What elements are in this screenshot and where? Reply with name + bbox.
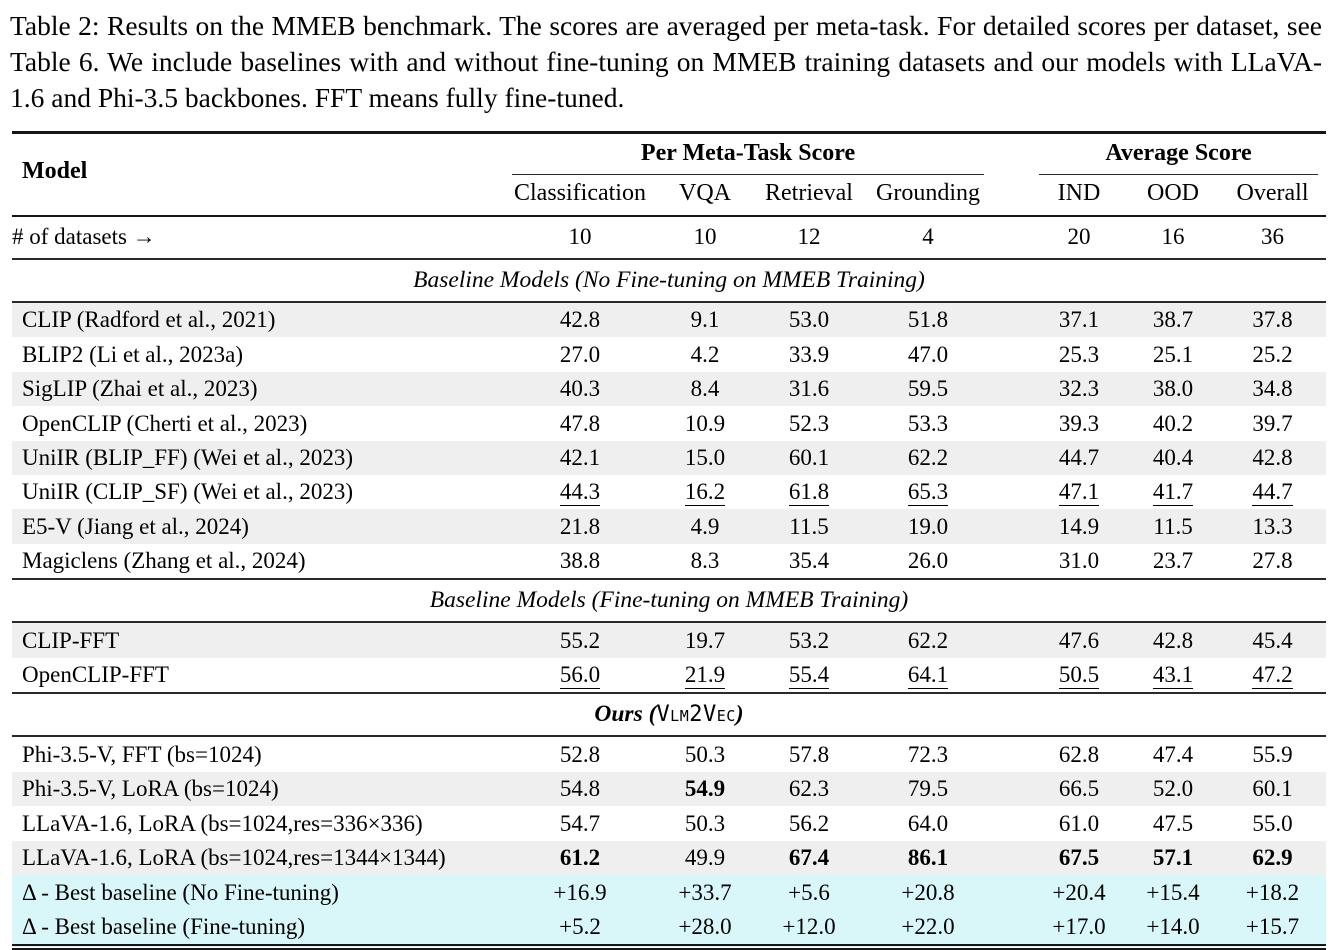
value-cell: 72.3: [907, 741, 949, 767]
section-title: [12, 693, 1326, 736]
column-header-ood: OOD: [1127, 175, 1219, 216]
value-cell: 4.9: [690, 513, 720, 539]
value-cell: [754, 658, 864, 693]
underlined-value: 47.1: [1058, 479, 1100, 505]
value-cell: 32.3: [1058, 376, 1100, 402]
value-cell: 16: [1161, 224, 1185, 250]
value-cell: [656, 658, 754, 693]
value-cell: 60.1: [788, 445, 830, 471]
value-cell: +22.0: [901, 914, 955, 940]
value-cell: [754, 475, 864, 509]
value-cell: 50.3: [684, 810, 726, 836]
value-cell: 57.1: [1152, 845, 1194, 871]
value-cell: +28.0: [678, 914, 732, 940]
spacer-cell: [992, 841, 1031, 875]
table-row: [12, 658, 1326, 693]
value-cell: [1219, 658, 1326, 693]
value-cell: 40.4: [1152, 445, 1194, 471]
value-cell: 54.7: [559, 810, 601, 836]
value-cell: 4.2: [690, 341, 720, 367]
table-row: [12, 544, 1326, 579]
value-cell: 36: [1261, 224, 1284, 250]
spacer-cell: [992, 337, 1031, 371]
model-cell: BLIP2 (Li et al., 2023a): [22, 341, 244, 367]
value-cell: 55.2: [559, 627, 601, 653]
value-cell: 40.2: [1152, 410, 1194, 436]
value-cell: 60.1: [1252, 776, 1293, 802]
value-cell: 49.9: [684, 845, 726, 871]
value-cell: 35.4: [788, 548, 830, 574]
value-cell: 55.9: [1252, 741, 1293, 767]
value-cell: [864, 475, 992, 509]
value-cell: 11.5: [1153, 513, 1193, 539]
value-cell: +5.6: [788, 879, 830, 905]
value-cell: 61.0: [1058, 810, 1100, 836]
value-cell: 47.4: [1152, 741, 1194, 767]
value-cell: 11.5: [789, 513, 829, 539]
section-header-row: [12, 259, 1326, 302]
table-row: [12, 302, 1326, 337]
column-header-retrieval: Retrieval: [754, 175, 864, 216]
model-cell: CLIP-FFT: [22, 627, 120, 653]
value-cell: +20.8: [901, 879, 955, 905]
value-cell: 86.1: [907, 845, 949, 871]
value-cell: 52.8: [559, 741, 601, 767]
header-spacer: [992, 133, 1031, 176]
value-cell: 51.8: [907, 307, 949, 333]
value-cell: 45.4: [1252, 627, 1293, 653]
column-header-grounding: Grounding: [864, 175, 992, 216]
value-cell: 50.3: [684, 741, 726, 767]
section-title: Baseline Models (Fine-tuning on MMEB Training): [12, 579, 1326, 622]
spacer-cell: [992, 910, 1031, 947]
value-cell: 31.6: [788, 376, 830, 402]
underlined-value: 41.7: [1152, 479, 1194, 505]
value-cell: 25.1: [1152, 341, 1194, 367]
value-cell: 54.9: [684, 776, 726, 802]
value-cell: 53.3: [907, 410, 949, 436]
value-cell: [1127, 658, 1219, 693]
value-cell: 67.5: [1058, 845, 1100, 871]
value-cell: 10: [693, 224, 717, 250]
value-cell: 14.9: [1058, 513, 1100, 539]
value-cell: 25.2: [1252, 341, 1293, 367]
value-cell: 47.8: [559, 410, 601, 436]
model-cell: Phi-3.5-V, LoRA (bs=1024): [22, 776, 279, 802]
value-cell: 62.8: [1058, 741, 1100, 767]
delta-row: [12, 910, 1326, 947]
delta-row: [12, 875, 1326, 909]
underlined-value: 55.4: [788, 662, 830, 688]
value-cell: 25.3: [1058, 341, 1100, 367]
value-cell: 57.8: [788, 741, 830, 767]
value-cell: 34.8: [1252, 376, 1293, 402]
column-group-meta-task: [504, 133, 992, 176]
section-title: Baseline Models (No Fine-tuning on MMEB Training): [12, 259, 1326, 302]
value-cell: 42.1: [559, 445, 601, 471]
spacer-cell: [992, 544, 1031, 579]
value-cell: 8.4: [690, 376, 720, 402]
model-cell: Δ - Best baseline (No Fine-tuning): [22, 879, 339, 905]
value-cell: 55.0: [1252, 810, 1293, 836]
column-header-ind: IND: [1031, 175, 1127, 216]
value-cell: +12.0: [782, 914, 836, 940]
value-cell: 62.9: [1252, 845, 1293, 871]
value-cell: 20: [1067, 224, 1091, 250]
spacer-cell: [992, 372, 1031, 406]
value-cell: [864, 658, 992, 693]
value-cell: 12: [797, 224, 821, 250]
spacer-cell: [992, 736, 1031, 771]
value-cell: +5.2: [559, 914, 601, 940]
underlined-value: 50.5: [1058, 662, 1100, 688]
value-cell: [1127, 475, 1219, 509]
value-cell: 39.7: [1252, 410, 1293, 436]
value-cell: 79.5: [907, 776, 949, 802]
spacer-cell: [992, 441, 1031, 475]
value-cell: 27.8: [1252, 548, 1293, 574]
value-cell: 19.7: [684, 627, 726, 653]
results-tbody: [12, 216, 1326, 947]
underlined-value: 16.2: [684, 479, 726, 505]
value-cell: 26.0: [907, 548, 949, 574]
section-header-row: [12, 693, 1326, 736]
value-cell: 38.8: [559, 548, 601, 574]
table-caption: Table 2: Results on the MMEB benchmark. The scores are averaged per meta-task. For detailed scores per dataset, see Table 6. We include baselines with and without fine-tuning on MMEB training datasets and our models with LLaVA-1.6 and Phi-3.5 backbones. FFT means fully fine-tuned.: [10, 10, 1322, 113]
datasets-count-row: [12, 216, 1326, 258]
value-cell: 47.0: [907, 341, 949, 367]
spacer-cell: [992, 216, 1031, 258]
table-row: [12, 806, 1326, 840]
spacer-cell: [992, 509, 1031, 543]
column-header-overall: Overall: [1219, 175, 1326, 216]
value-cell: 53.2: [788, 627, 830, 653]
value-cell: 47.6: [1058, 627, 1100, 653]
value-cell: 4: [922, 224, 934, 250]
spacer-cell: [992, 406, 1031, 440]
value-cell: +18.2: [1245, 879, 1300, 905]
underlined-value: 61.8: [788, 479, 830, 505]
value-cell: [1031, 658, 1127, 693]
value-cell: 62.2: [907, 445, 949, 471]
table-row: [12, 736, 1326, 771]
model-cell: OpenCLIP (Cherti et al., 2023): [22, 410, 308, 436]
section-header-row: [12, 579, 1326, 622]
underlined-value: 43.1: [1152, 662, 1194, 688]
table-row: [12, 406, 1326, 440]
value-cell: [656, 475, 754, 509]
value-cell: 62.2: [907, 627, 949, 653]
value-cell: 61.2: [559, 845, 601, 871]
value-cell: [504, 475, 656, 509]
section-title-prefix: Ours (: [594, 701, 657, 728]
underlined-value: 47.2: [1252, 662, 1293, 688]
value-cell: 37.1: [1058, 307, 1100, 333]
model-cell: CLIP (Radford et al., 2021): [22, 307, 276, 333]
model-cell: SigLIP (Zhai et al., 2023): [22, 376, 258, 402]
table-row: [12, 772, 1326, 806]
value-cell: 38.7: [1152, 307, 1194, 333]
table-row: [12, 475, 1326, 509]
value-cell: 37.8: [1252, 307, 1293, 333]
value-cell: 47.5: [1152, 810, 1194, 836]
spacer-cell: [992, 475, 1031, 509]
value-cell: +14.0: [1146, 914, 1200, 940]
value-cell: 59.5: [907, 376, 949, 402]
value-cell: 64.0: [907, 810, 949, 836]
spacer-cell: [992, 772, 1031, 806]
value-cell: +17.0: [1052, 914, 1106, 940]
value-cell: 39.3: [1058, 410, 1100, 436]
column-header-model: Model: [12, 133, 504, 217]
value-cell: [1219, 475, 1326, 509]
model-cell: LLaVA-1.6, LoRA (bs=1024,res=336×336): [22, 810, 423, 836]
model-cell: LLaVA-1.6, LoRA (bs=1024,res=1344×1344): [22, 845, 446, 871]
value-cell: 52.0: [1152, 776, 1194, 802]
value-cell: 42.8: [1252, 445, 1293, 471]
spacer-cell: [992, 302, 1031, 337]
table-row: [12, 841, 1326, 875]
underlined-value: 64.1: [907, 662, 949, 688]
column-group-meta-task-label: Per Meta-Task Score: [512, 140, 984, 175]
model-cell: OpenCLIP-FFT: [22, 662, 169, 688]
column-header-classification: Classification: [504, 175, 656, 216]
value-cell: 13.3: [1252, 513, 1293, 539]
value-cell: 42.8: [559, 307, 601, 333]
brand-name: Vlm2Vec: [656, 702, 736, 728]
value-cell: 42.8: [1152, 627, 1194, 653]
value-cell: +16.9: [553, 879, 607, 905]
value-cell: 33.9: [788, 341, 830, 367]
underlined-value: 56.0: [559, 662, 601, 688]
value-cell: 15.0: [684, 445, 726, 471]
header-spacer: [992, 175, 1031, 216]
value-cell: 53.0: [788, 307, 830, 333]
results-table: [12, 131, 1326, 950]
spacer-cell: [992, 875, 1031, 909]
table-row: [12, 441, 1326, 475]
value-cell: +33.7: [678, 879, 732, 905]
value-cell: 10: [568, 224, 592, 250]
value-cell: [504, 658, 656, 693]
model-cell: E5-V (Jiang et al., 2024): [22, 513, 249, 539]
value-cell: +15.7: [1245, 914, 1300, 940]
value-cell: 10.9: [684, 410, 726, 436]
value-cell: 67.4: [788, 845, 830, 871]
underlined-value: 44.3: [559, 479, 601, 505]
underlined-value: 21.9: [684, 662, 726, 688]
column-group-average-label: Average Score: [1039, 140, 1318, 175]
value-cell: 38.0: [1152, 376, 1194, 402]
value-cell: 40.3: [559, 376, 601, 402]
value-cell: 54.8: [559, 776, 601, 802]
value-cell: 23.7: [1152, 548, 1194, 574]
value-cell: 62.3: [788, 776, 830, 802]
datasets-count-label: # of datasets →: [12, 224, 156, 250]
value-cell: 27.0: [559, 341, 601, 367]
model-cell: UniIR (CLIP_SF) (Wei et al., 2023): [22, 479, 353, 505]
underlined-value: 65.3: [907, 479, 949, 505]
value-cell: 31.0: [1058, 548, 1100, 574]
table-row: [12, 622, 1326, 657]
model-cell: Δ - Best baseline (Fine-tuning): [22, 914, 306, 940]
value-cell: +15.4: [1146, 879, 1200, 905]
value-cell: 9.1: [690, 307, 720, 333]
table-row: [12, 372, 1326, 406]
spacer-cell: [992, 622, 1031, 657]
model-cell: Phi-3.5-V, FFT (bs=1024): [22, 741, 262, 767]
table-row: [12, 509, 1326, 543]
value-cell: 52.3: [788, 410, 830, 436]
spacer-cell: [992, 658, 1031, 693]
value-cell: +20.4: [1052, 879, 1106, 905]
value-cell: [1031, 475, 1127, 509]
spacer-cell: [992, 806, 1031, 840]
column-group-average: [1031, 133, 1326, 176]
value-cell: 44.7: [1058, 445, 1100, 471]
underlined-value: 44.7: [1252, 479, 1293, 505]
header-group-row: [12, 133, 1326, 176]
value-cell: 56.2: [788, 810, 830, 836]
value-cell: 21.8: [559, 513, 601, 539]
model-cell: Magiclens (Zhang et al., 2024): [22, 548, 306, 574]
model-cell: UniIR (BLIP_FF) (Wei et al., 2023): [22, 445, 353, 471]
value-cell: 66.5: [1058, 776, 1100, 802]
value-cell: 19.0: [907, 513, 949, 539]
column-header-vqa: VQA: [656, 175, 754, 216]
table-row: [12, 337, 1326, 371]
section-title-suffix: ): [735, 701, 744, 728]
value-cell: 8.3: [690, 548, 720, 574]
